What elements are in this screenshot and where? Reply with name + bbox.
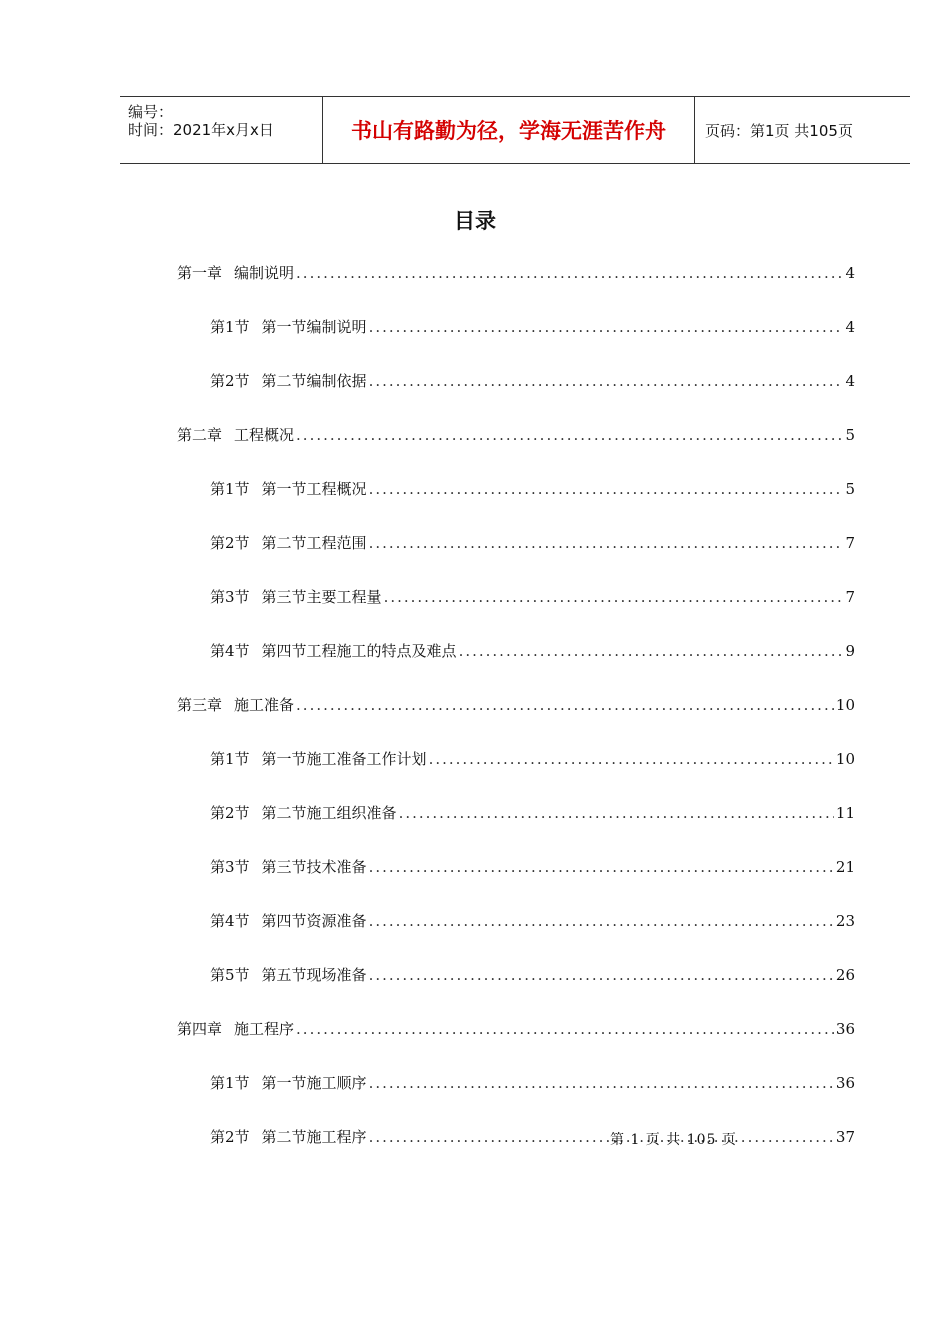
header-page-label: 页码：第1页 共105页 (705, 121, 853, 140)
document-number-label: 编号： (128, 103, 174, 121)
toc-dot-leader (369, 912, 834, 930)
toc-entry-number: 第2节 (210, 1128, 250, 1146)
toc-entry[interactable] (210, 964, 855, 984)
toc-dot-leader (459, 642, 844, 660)
toc-entry-page: 10 (835, 750, 855, 768)
toc-entry-text: 第一节工程概况 (261, 480, 367, 498)
toc-entry-text: 第二节施工程序 (261, 1128, 367, 1146)
toc-entry[interactable] (210, 910, 855, 930)
toc-entry[interactable] (177, 262, 855, 282)
toc-entry-number: 第1节 (210, 750, 250, 768)
toc-entry-number: 第1节 (210, 480, 250, 498)
toc-entry[interactable] (210, 1072, 855, 1092)
toc-entry-page: 5 (845, 480, 855, 498)
toc-entry[interactable] (210, 748, 855, 768)
toc-entry-text: 第四节工程施工的特点及难点 (261, 642, 457, 660)
toc-entry-number: 第5节 (210, 966, 250, 984)
toc-entry-number: 第1节 (210, 1074, 250, 1092)
toc-entry-number: 第三章 (177, 696, 223, 714)
document-time-label: 时间：2021年x月x日 (128, 121, 274, 139)
toc-entry[interactable] (210, 478, 855, 498)
toc-dot-leader (296, 426, 843, 444)
page-footer: 第 1 页 共 105 页 (610, 1132, 737, 1148)
toc-entry[interactable] (210, 802, 855, 822)
toc-entry-page: 4 (845, 372, 855, 390)
toc-entry-number: 第3节 (210, 858, 250, 876)
toc-entry-text: 第三节主要工程量 (261, 588, 382, 606)
toc-entry-page: 4 (845, 264, 855, 282)
toc-dot-leader (369, 1074, 834, 1092)
toc-dot-leader (369, 858, 834, 876)
toc-entry-page: 4 (845, 318, 855, 336)
toc-entry-number: 第2节 (210, 534, 250, 552)
toc-entry[interactable] (210, 1126, 855, 1146)
toc-entry[interactable] (210, 370, 855, 390)
toc-entry-number: 第2节 (210, 372, 250, 390)
toc-entry[interactable] (210, 586, 855, 606)
toc-dot-leader (369, 1128, 834, 1146)
toc-entry-text: 工程概况 (234, 426, 295, 444)
toc-entry[interactable] (210, 316, 855, 336)
toc-dot-leader (429, 750, 834, 768)
toc-entry-number: 第3节 (210, 588, 250, 606)
toc-entry[interactable] (177, 1018, 855, 1038)
toc-dot-leader (399, 804, 834, 822)
toc-entry-number: 第一章 (177, 264, 223, 282)
toc-entry[interactable] (210, 532, 855, 552)
toc-entry-page: 7 (845, 588, 855, 606)
toc-entry-text: 第二节编制依据 (261, 372, 367, 390)
toc-entry-page: 9 (845, 642, 855, 660)
page-header (120, 96, 910, 164)
toc-dot-leader (369, 318, 844, 336)
toc-entry-number: 第1节 (210, 318, 250, 336)
toc-entry-text: 施工准备 (234, 696, 295, 714)
toc-entry-page: 21 (835, 858, 855, 876)
header-motto: 书山有路勤为径，学海无涯苦作舟 (322, 97, 695, 163)
toc-dot-leader (369, 534, 844, 552)
toc-entry[interactable] (177, 424, 855, 444)
toc-entry-text: 第一节施工准备工作计划 (261, 750, 427, 768)
header-meta (120, 97, 322, 163)
toc-entry-text: 第二节施工组织准备 (261, 804, 397, 822)
toc-entry-page: 37 (835, 1128, 855, 1146)
toc-dot-leader (369, 966, 834, 984)
toc-dot-leader (384, 588, 844, 606)
toc-title: 目录 (454, 209, 496, 233)
toc-dot-leader (296, 696, 834, 714)
toc-entry-text: 第四节资源准备 (261, 912, 367, 930)
toc-dot-leader (296, 1020, 834, 1038)
toc-entry-number: 第4节 (210, 912, 250, 930)
toc-dot-leader (369, 480, 844, 498)
toc-entry-page: 36 (835, 1020, 855, 1038)
toc-entry-text: 第一节编制说明 (261, 318, 367, 336)
toc-entry-page: 26 (835, 966, 855, 984)
toc-entry-number: 第四章 (177, 1020, 223, 1038)
toc-entry-text: 第二节工程范围 (261, 534, 367, 552)
toc-entry[interactable] (210, 640, 855, 660)
toc-entry-text: 第五节现场准备 (261, 966, 367, 984)
toc-entry-page: 36 (835, 1074, 855, 1092)
toc-dot-leader (296, 264, 843, 282)
toc-entry-number: 第4节 (210, 642, 250, 660)
toc-entry-page: 7 (845, 534, 855, 552)
toc-entry-page: 5 (845, 426, 855, 444)
toc-entry-number: 第二章 (177, 426, 223, 444)
toc-entry-text: 第一节施工顺序 (261, 1074, 367, 1092)
toc-entry-text: 施工程序 (234, 1020, 295, 1038)
toc-entry-page: 11 (835, 804, 855, 822)
toc-entry-text: 编制说明 (234, 264, 295, 282)
toc-entry-page: 10 (835, 696, 855, 714)
toc-entry[interactable] (210, 856, 855, 876)
toc-entry-page: 23 (835, 912, 855, 930)
toc-entry-text: 第三节技术准备 (261, 858, 367, 876)
toc-dot-leader (369, 372, 844, 390)
toc-entry-number: 第2节 (210, 804, 250, 822)
toc-entry[interactable] (177, 694, 855, 714)
